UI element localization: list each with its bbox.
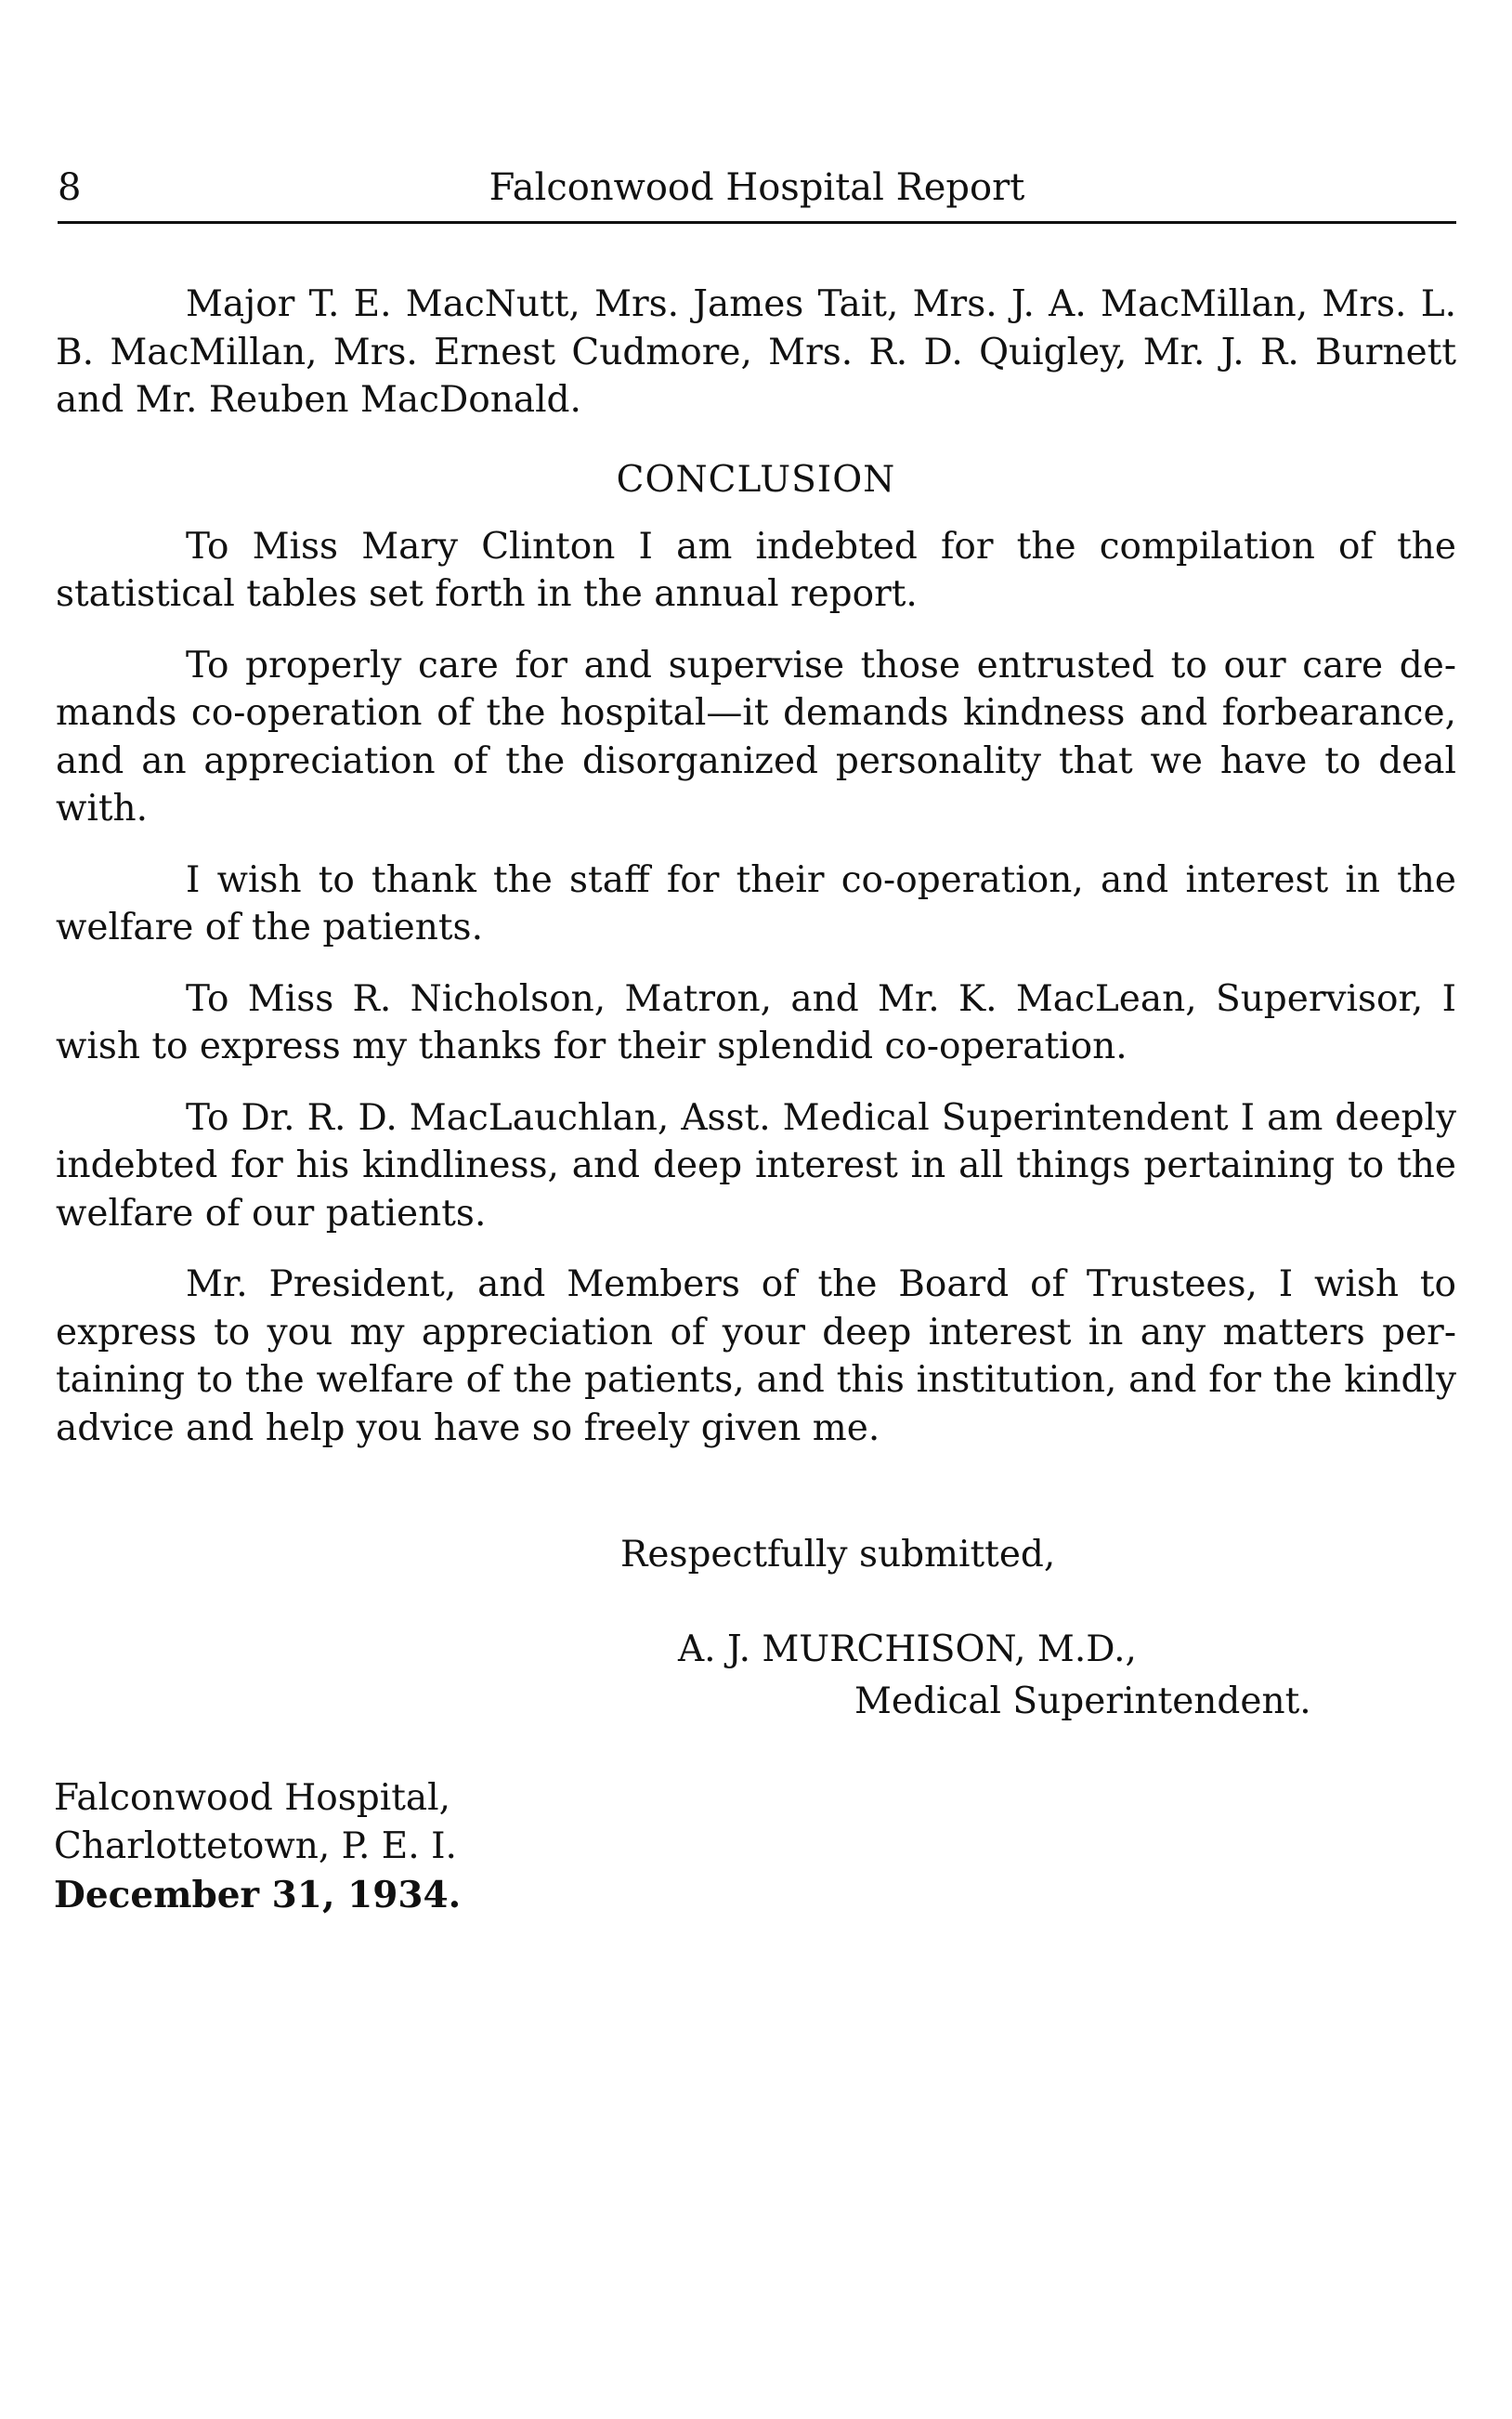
page-number: 8 xyxy=(58,166,82,209)
address-block xyxy=(54,1774,461,1919)
section-heading: CONCLUSION xyxy=(616,458,896,501)
paragraph-care: To properly care for and supervise those entrusted to our care demands co-operation of the hospital—it demands kindness and forbearance, and an appreciation of the disorganized personality that we have to deal with. xyxy=(56,644,1456,830)
address-date: December 31, 1934. xyxy=(54,1874,462,1916)
header-rule xyxy=(58,221,1456,224)
paragraph-asst-superintendent: To Dr. R. D. MacLauchlan, Asst. Medical Superintendent I am deeply indebted for his kindliness, and deep interest in all things pertaining to the welfare of our patients. xyxy=(56,1096,1456,1235)
paragraph-matron: To Miss R. Nicholson, Matron, and Mr. K. MacLean, Supervisor, I wish to express my thanks for their splendid co-operation. xyxy=(56,977,1456,1067)
paragraph-staff: I wish to thank the staff for their co-operation, and interest in the welfare of the patients. xyxy=(56,858,1456,948)
address-line-city: Charlottetown, P. E. I. xyxy=(54,1825,457,1867)
closing-line: Respectfully submitted, xyxy=(620,1534,1056,1576)
paragraph-clinton: To Miss Mary Clinton I am indebted for the compilation of the statistical tables set forth in the annual report. xyxy=(56,525,1456,615)
paragraph-board: Mr. President, and Members of the Board of Trustees, I wish to express to you my appreciation of your deep interest in any matters pertaining to the welfare of the patients, and this institution, and for the kindly advice and help you have so freely given me. xyxy=(56,1263,1456,1449)
running-title: Falconwood Hospital Report xyxy=(489,166,1025,209)
running-head xyxy=(58,163,1456,212)
signer-title: Medical Superintendent. xyxy=(854,1680,1311,1722)
opening-paragraph: Major T. E. MacNutt, Mrs. James Tait, Mrs. J. A. MacMillan, Mrs. L. B. MacMillan, Mrs. Ernest Cudmore, Mrs. R. D. Quigley, Mr. J. R. Burnett and Mr. Reuben MacDonald. xyxy=(56,283,1456,421)
address-line-institution: Falconwood Hospital, xyxy=(54,1777,451,1819)
body-text xyxy=(56,281,1456,1475)
signer-name: A. J. MURCHISON, M.D., xyxy=(678,1628,1137,1670)
